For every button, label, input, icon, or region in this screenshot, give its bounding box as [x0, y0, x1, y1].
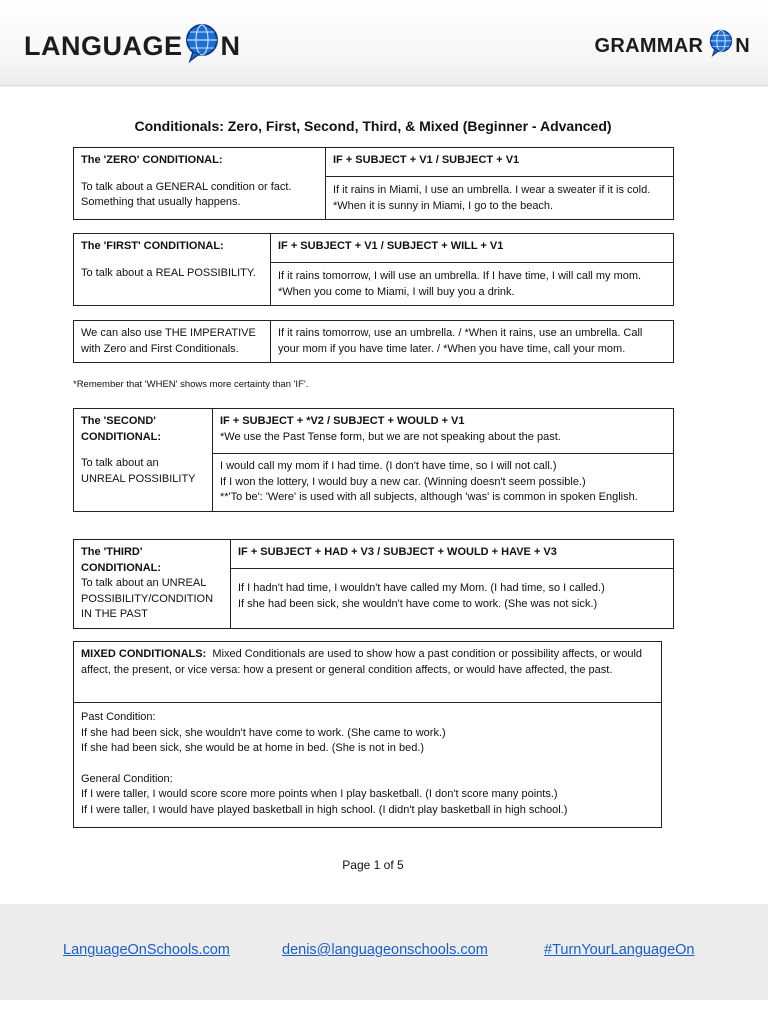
logo-text-language: LANGUAGE — [24, 30, 183, 61]
globe-icon — [709, 29, 733, 63]
third-example-2: If she had been sick, she wouldn't have come to work. (She was not sick.) — [238, 597, 598, 610]
second-example-2: If I won the lottery, I would buy a new car. (Winning doesn't seem possible.) — [220, 475, 586, 488]
past-condition-example-2: If she had been sick, she would be at home in bed. (She is not in bed.) — [81, 742, 425, 754]
second-formula: IF + SUBJECT + *V2 / SUBJECT + WOULD + V1 — [220, 415, 465, 427]
first-title: The 'FIRST' CONDITIONAL: — [81, 240, 224, 252]
footer — [0, 904, 768, 1000]
general-condition-heading: General Condition: — [81, 772, 173, 785]
third-example-1: If I hadn't had time, I wouldn't have called my Mom. (I had time, so I called.) — [238, 582, 605, 594]
hashtag-link[interactable]: #TurnYourLanguageOn — [544, 942, 695, 958]
second-example-3: **'To be': 'Were' is used with all subjects, although 'was' is common in spoken English. — [220, 491, 638, 503]
language-on-logo[interactable] — [24, 26, 241, 66]
first-conditional-table — [73, 233, 674, 306]
second-formula-note: *We use the Past Tense form, but we are not speaking about the past. — [220, 430, 561, 443]
past-condition-example-1: If she had been sick, she wouldn't have come to work. (She came to work.) — [81, 726, 446, 739]
first-label-cell — [74, 234, 271, 306]
third-formula: IF + SUBJECT + HAD + V3 / SUBJECT + WOULD + HAVE + V3 — [231, 540, 674, 569]
past-condition-heading: Past Condition: — [81, 711, 156, 723]
second-formula-cell — [213, 409, 674, 454]
email-link[interactable]: denis@languageonschools.com — [282, 942, 488, 958]
logo-text-n: N — [735, 34, 750, 57]
mixed-examples-cell — [74, 703, 662, 828]
document-page — [0, 87, 768, 904]
imperative-description: We can also use THE IMPERATIVE with Zero and First Conditionals. — [74, 321, 271, 363]
zero-title: The 'ZERO' CONDITIONAL: — [81, 154, 223, 166]
first-example: If it rains tomorrow, I will use an umbrella. If I have time, I will call my mom. *When you come to Miami, I will buy you a drink. — [271, 263, 674, 306]
mixed-intro-cell — [74, 642, 662, 703]
mixed-conditional-table — [73, 641, 662, 828]
first-formula: IF + SUBJECT + V1 / SUBJECT + WILL + V1 — [271, 234, 674, 263]
grammar-on-logo[interactable] — [594, 30, 750, 62]
zero-description: To talk about a GENERAL condition or fact. Something that usually happens. — [81, 180, 292, 208]
general-condition-example-2: If I were taller, I would have played basketball in high school. (I didn't play basketball in high school.) — [81, 803, 568, 816]
mixed-title: MIXED CONDITIONALS: — [81, 648, 207, 660]
imperative-example: If it rains tomorrow, use an umbrella. / *When it rains, use an umbrella. Call your mom if you have time later. / *When you have time, call your mom. — [271, 321, 674, 363]
logo-text-grammar: GRAMMAR — [594, 34, 704, 57]
page-number: Page 1 of 5 — [342, 858, 404, 872]
website-link[interactable]: LanguageOnSchools.com — [63, 942, 230, 958]
logo-text-n: N — [220, 30, 241, 61]
second-description: To talk about an UNREAL POSSIBILITY — [81, 457, 196, 485]
zero-example: If it rains in Miami, I use an umbrella. I wear a sweater if it is cold. *When it is sunny in Miami, I go to the beach. — [326, 177, 674, 220]
third-label-cell — [74, 540, 231, 629]
document-title: Conditionals: Zero, First, Second, Third, & Mixed (Beginner - Advanced) — [134, 118, 612, 134]
third-description: To talk about an UNREAL POSSIBILITY/CONDITION IN THE PAST — [81, 577, 214, 620]
second-examples-cell — [213, 454, 674, 512]
zero-formula: IF + SUBJECT + V1 / SUBJECT + V1 — [326, 148, 674, 177]
mixed-intro: Mixed Conditionals are used to show how a past condition or possibility affects, or would affect, the present, or vice versa: how a present or general condition affects, or would have affected, the past. — [81, 648, 643, 676]
second-example-1: I would call my mom if I had time. (I don't have time, so I will not call.) — [220, 460, 557, 472]
third-examples-cell — [231, 569, 674, 629]
when-note: *Remember that 'WHEN' shows more certainty than 'IF'. — [73, 379, 309, 390]
second-conditional-table — [73, 408, 674, 512]
first-description: To talk about a REAL POSSIBILITY. — [81, 266, 256, 279]
bottom-strip — [0, 1000, 768, 1024]
second-label-cell — [74, 409, 213, 512]
zero-label-cell — [74, 148, 326, 220]
header — [0, 0, 768, 86]
second-title: The 'SECOND' CONDITIONAL: — [81, 415, 162, 443]
zero-conditional-table — [73, 147, 674, 220]
imperative-table — [73, 320, 674, 363]
third-title: The 'THIRD' CONDITIONAL: — [81, 546, 162, 574]
globe-icon — [185, 23, 219, 70]
third-conditional-table — [73, 539, 674, 629]
general-condition-example-1: If I were taller, I would score score more points when I play basketball. (I don't score many points.) — [81, 788, 558, 800]
